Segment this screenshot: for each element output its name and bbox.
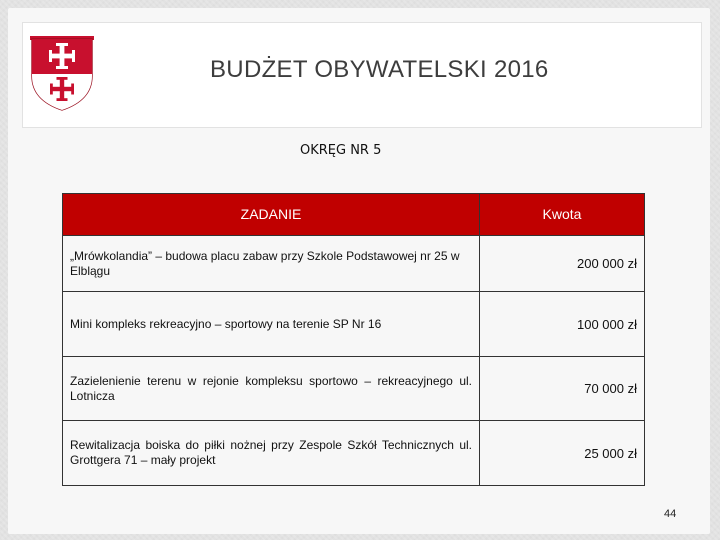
column-header-amount: Kwota (480, 194, 645, 236)
table-row (63, 292, 645, 357)
table-row (63, 236, 645, 292)
table-header-row (63, 194, 645, 236)
task-cell: Zazielenienie terenu w rejonie kompleksu sportowo – rekreacyjnego ul. Lotnicza (63, 357, 480, 421)
task-cell: Rewitalizacja boiska do piłki nożnej przy Zespole Szkół Technicznych ul. Grottgera 71 – mały projekt (63, 421, 480, 486)
budget-table (62, 193, 645, 486)
amount-cell: 70 000 zł (480, 357, 645, 421)
district-label: OKRĘG NR 5 (300, 143, 382, 158)
table-row (63, 421, 645, 486)
table-row (63, 357, 645, 421)
elblag-coat-of-arms-icon (30, 36, 94, 112)
page-title: BUDŻET OBYWATELSKI 2016 (210, 56, 549, 83)
column-header-task: ZADANIE (63, 194, 480, 236)
amount-cell: 25 000 zł (480, 421, 645, 486)
amount-cell: 200 000 zł (480, 236, 645, 292)
task-cell: Mini kompleks rekreacyjno – sportowy na terenie SP Nr 16 (63, 292, 480, 357)
page-number: 44 (664, 508, 677, 520)
amount-cell: 100 000 zł (480, 292, 645, 357)
task-cell: „Mrówkolandia” – budowa placu zabaw przy Szkole Podstawowej nr 25 w Elblągu (63, 236, 480, 292)
